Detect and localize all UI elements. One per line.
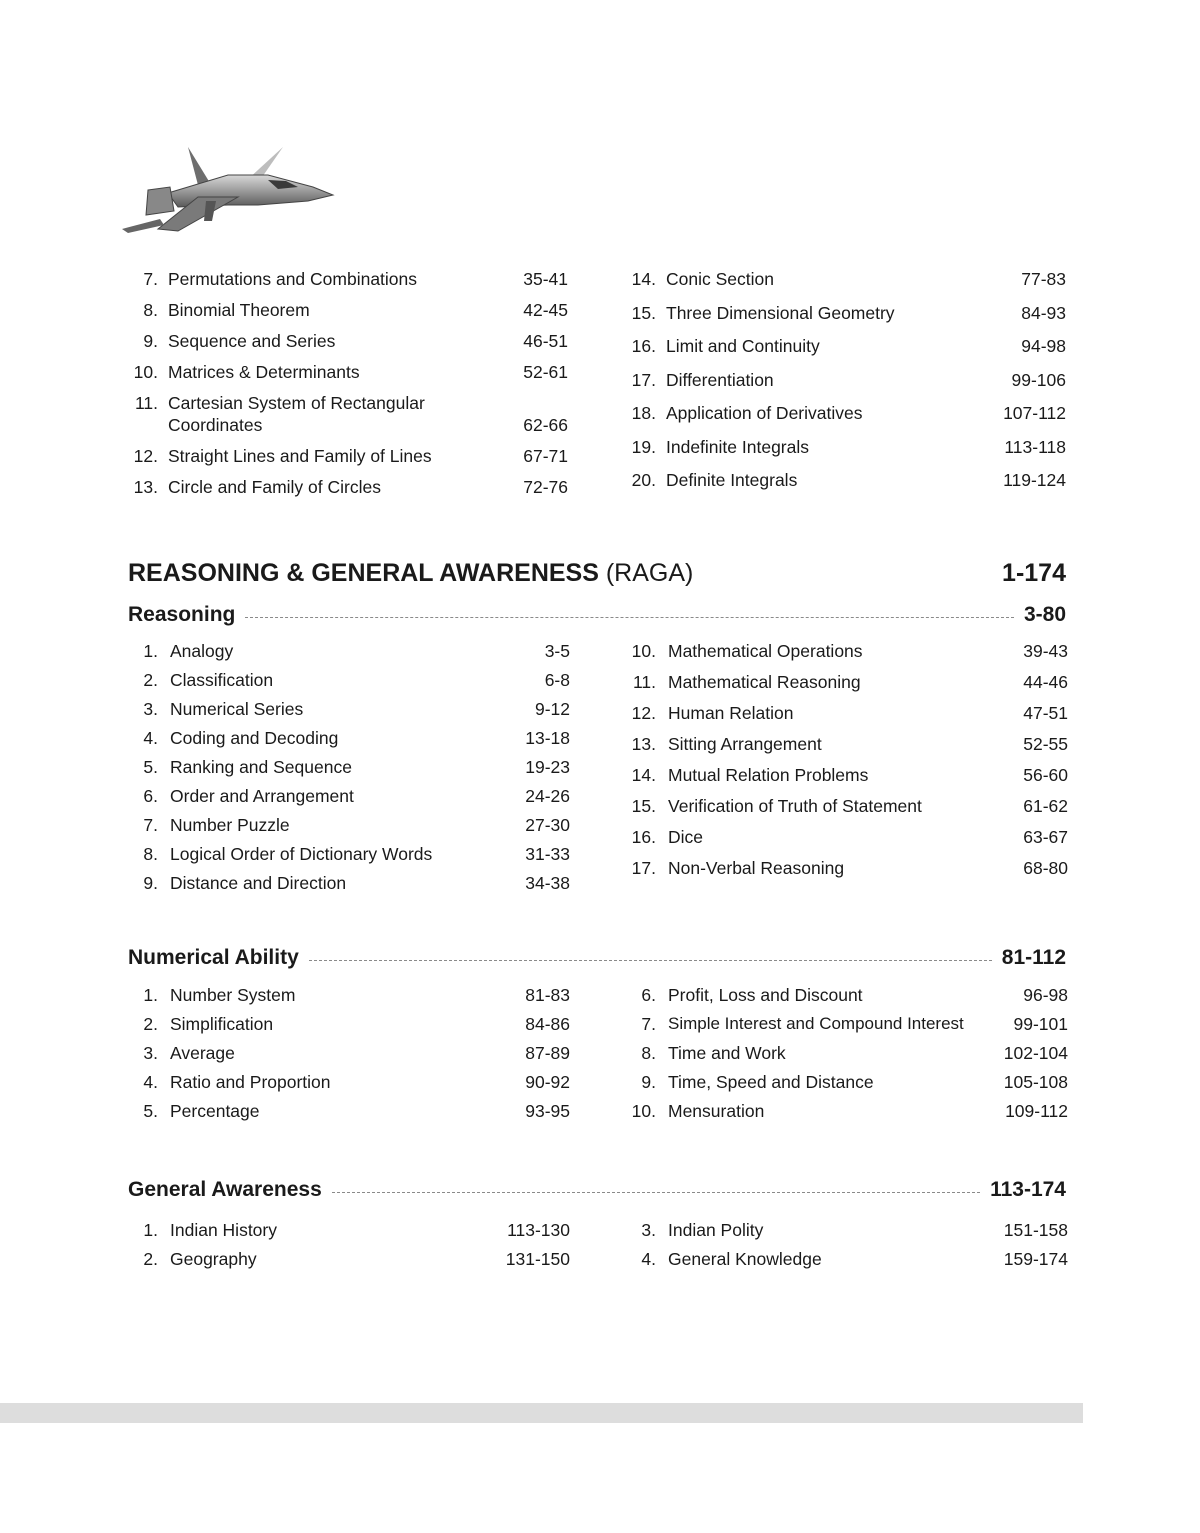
entry-pages: 151-158	[1003, 1220, 1068, 1240]
reasoning-title: Reasoning	[128, 603, 236, 626]
reasoning-page-range: 3-80	[1023, 603, 1066, 626]
entry-pages: 107-112	[1003, 403, 1066, 423]
toc-entry[interactable]	[128, 698, 570, 727]
entry-number: 3.	[143, 699, 158, 719]
entry-title: Definite Integrals	[666, 470, 798, 490]
toc-entry[interactable]	[128, 1100, 570, 1129]
entry-number: 19.	[631, 436, 656, 457]
entry-number: 14.	[631, 269, 656, 289]
toc-entry[interactable]	[626, 1013, 1068, 1042]
entry-title: Permutations and Combinations	[168, 269, 418, 289]
entry-title: Three Dimensional Geometry	[666, 302, 895, 323]
toc-entry[interactable]	[128, 872, 570, 901]
toc-entry[interactable]	[626, 302, 1066, 336]
entry-number: 16.	[631, 336, 656, 356]
entry-number: 11.	[632, 672, 656, 692]
entry-title-continued: Coordinates	[168, 415, 263, 435]
toc-entry[interactable]	[626, 335, 1066, 369]
entry-title: Limit and Continuity	[666, 336, 820, 356]
toc-entry[interactable]	[626, 369, 1066, 403]
entry-pages: 24-26	[525, 786, 570, 806]
entry-title: Ratio and Proportion	[170, 1072, 331, 1092]
entry-number: 8.	[641, 1043, 656, 1063]
entry-title: Matrices & Determinants	[168, 362, 360, 382]
entry-number: 7.	[641, 1014, 656, 1034]
entry-title: Sequence and Series	[168, 331, 336, 351]
entry-title: Indefinite Integrals	[666, 436, 810, 457]
entry-number: 11.	[134, 393, 158, 413]
math-left-column	[128, 268, 568, 507]
entry-number: 4.	[641, 1249, 656, 1269]
entry-number: 9.	[641, 1072, 656, 1092]
toc-entry[interactable]	[626, 640, 1068, 671]
entry-number: 7.	[143, 269, 158, 289]
entry-pages: 6-8	[544, 670, 570, 690]
entry-title: Time, Speed and Distance	[668, 1072, 874, 1092]
entry-title: Dice	[668, 827, 704, 847]
toc-entry[interactable]	[626, 1100, 1068, 1129]
page-footer-bar	[0, 1403, 1083, 1423]
entry-number: 10.	[133, 362, 158, 382]
entry-number: 13.	[133, 477, 158, 497]
entry-title: Indian History	[170, 1220, 277, 1240]
entry-number: 2.	[143, 1014, 158, 1034]
entry-title: Classification	[170, 670, 274, 690]
toc-entry[interactable]	[626, 436, 1066, 470]
entry-title: Time and Work	[668, 1043, 786, 1063]
entry-number: 5.	[143, 757, 158, 777]
entry-pages: 113-130	[507, 1220, 570, 1240]
entry-pages: 42-45	[523, 300, 568, 320]
entry-number: 6.	[143, 786, 158, 806]
leader-dots	[332, 1192, 980, 1193]
reasoning-heading[interactable]	[128, 600, 1066, 630]
entry-pages: 52-61	[523, 362, 568, 382]
entry-pages: 105-108	[1003, 1072, 1068, 1092]
entry-pages: 39-43	[1023, 641, 1068, 661]
entry-pages: 52-55	[1023, 734, 1068, 754]
entry-pages: 44-46	[1023, 672, 1068, 692]
reasoning-right-column	[626, 640, 1068, 888]
entry-title: Application of Derivatives	[666, 403, 863, 423]
entry-number: 20.	[631, 470, 656, 490]
general-right-column	[626, 1219, 1068, 1277]
entry-pages: 47-51	[1023, 703, 1068, 723]
toc-entry[interactable]	[128, 640, 570, 669]
entry-pages: 102-104	[1003, 1043, 1068, 1063]
entry-pages: 35-41	[523, 269, 568, 289]
entry-pages: 27-30	[525, 815, 570, 835]
toc-entry[interactable]	[128, 392, 568, 445]
entry-number: 15.	[631, 302, 656, 323]
entry-pages: 63-67	[1023, 827, 1068, 847]
entry-number: 16.	[631, 827, 656, 847]
entry-title: Average	[170, 1043, 235, 1063]
entry-number: 12.	[631, 703, 656, 723]
entry-title: Percentage	[170, 1101, 260, 1121]
entry-pages: 96-98	[1023, 985, 1068, 1005]
entry-title: Conic Section	[666, 269, 774, 289]
toc-entry[interactable]	[626, 402, 1066, 436]
entry-title: Number Puzzle	[170, 815, 290, 835]
toc-entry[interactable]	[128, 1219, 570, 1248]
entry-title: Cartesian System of Rectangular	[168, 393, 425, 413]
numerical-left-column	[128, 984, 570, 1129]
entry-pages: 3-5	[544, 641, 570, 661]
entry-number: 10.	[631, 1101, 656, 1121]
entry-number: 13.	[631, 734, 656, 754]
entry-number: 1.	[143, 641, 158, 661]
toc-entry[interactable]	[626, 857, 1068, 888]
toc-entry[interactable]	[626, 795, 1068, 826]
entry-title: Mathematical Reasoning	[668, 672, 861, 692]
toc-entry[interactable]	[128, 785, 570, 814]
toc-entry[interactable]	[626, 702, 1068, 733]
entry-number: 3.	[641, 1220, 656, 1240]
entry-title: Distance and Direction	[170, 873, 347, 893]
raga-abbreviation: (RAGA)	[605, 559, 694, 587]
entry-number: 4.	[143, 728, 158, 748]
toc-entry[interactable]	[128, 330, 568, 361]
entry-pages: 56-60	[1023, 765, 1068, 785]
raga-title: REASONING & GENERAL AWARENESS	[128, 559, 599, 587]
entry-pages: 84-93	[1021, 302, 1066, 323]
entry-title: Analogy	[170, 641, 234, 661]
entry-pages: 61-62	[1023, 796, 1068, 816]
toc-entry[interactable]	[128, 843, 570, 872]
entry-title: Mutual Relation Problems	[668, 765, 869, 785]
entry-title: Mensuration	[668, 1101, 765, 1121]
entry-title: Numerical Series	[170, 699, 304, 719]
toc-entry[interactable]	[128, 445, 568, 476]
entry-title: Geography	[170, 1249, 257, 1269]
toc-entry[interactable]	[128, 476, 568, 507]
entry-title: Indian Polity	[668, 1220, 764, 1240]
entry-number: 18.	[631, 403, 656, 423]
entry-number: 4.	[143, 1072, 158, 1092]
entry-pages: 31-33	[525, 844, 570, 864]
toc-entry[interactable]	[128, 984, 570, 1013]
general-awareness-heading[interactable]	[128, 1175, 1066, 1205]
toc-entry[interactable]	[128, 1013, 570, 1042]
raga-page-range: 1-174	[1002, 559, 1066, 587]
entry-pages: 67-71	[523, 446, 568, 466]
entry-number: 10.	[631, 641, 656, 661]
entry-pages: 13-18	[525, 728, 570, 748]
fighter-jet-illustration	[118, 135, 338, 235]
entry-number: 2.	[143, 1249, 158, 1269]
entry-title: Circle and Family of Circles	[168, 477, 381, 497]
toc-entry[interactable]	[128, 1071, 570, 1100]
toc-entry[interactable]	[626, 984, 1068, 1013]
entry-pages: 90-92	[525, 1072, 570, 1092]
entry-title: Verification of Truth of Statement	[668, 796, 922, 816]
toc-entry[interactable]	[128, 361, 568, 392]
entry-number: 8.	[143, 844, 158, 864]
entry-pages: 159-174	[1003, 1249, 1068, 1269]
entry-title: Ranking and Sequence	[170, 757, 352, 777]
entry-number: 8.	[143, 300, 158, 320]
entry-pages: 72-76	[523, 477, 568, 497]
toc-entry[interactable]	[128, 814, 570, 843]
toc-entry[interactable]	[626, 1248, 1068, 1277]
entry-pages: 84-86	[525, 1014, 570, 1034]
entry-title: Logical Order of Dictionary Words	[170, 844, 433, 864]
toc-entry[interactable]	[626, 469, 1066, 503]
general-awareness-title: General Awareness	[128, 1178, 322, 1201]
entry-pages: 99-106	[1011, 369, 1066, 390]
entry-pages: 19-23	[525, 757, 570, 777]
reasoning-left-column	[128, 640, 570, 901]
toc-entry[interactable]	[626, 1071, 1068, 1100]
numerical-right-column	[626, 984, 1068, 1129]
toc-entry[interactable]	[626, 764, 1068, 795]
toc-entry[interactable]	[128, 1042, 570, 1071]
general-awareness-page-range: 113-174	[990, 1178, 1066, 1201]
toc-entry[interactable]	[626, 268, 1066, 302]
toc-entry[interactable]	[626, 1042, 1068, 1071]
toc-entry[interactable]	[128, 299, 568, 330]
entry-title: Differentiation	[666, 369, 774, 390]
entry-title: Order and Arrangement	[170, 786, 354, 806]
numerical-ability-page-range: 81-112	[1001, 946, 1066, 969]
entry-pages: 94-98	[1021, 336, 1066, 356]
entry-pages: 77-83	[1021, 269, 1066, 289]
toc-entry[interactable]	[128, 727, 570, 756]
leader-dots	[245, 617, 1014, 618]
entry-pages: 99-101	[1013, 1014, 1068, 1034]
entry-pages: 113-118	[1004, 436, 1066, 457]
entry-pages: 68-80	[1023, 858, 1068, 878]
entry-number: 1.	[143, 985, 158, 1005]
entry-number: 5.	[143, 1101, 158, 1121]
entry-number: 17.	[631, 858, 656, 878]
entry-title: Mathematical Operations	[668, 641, 863, 661]
entry-pages: 93-95	[525, 1101, 570, 1121]
entry-number: 1.	[143, 1220, 158, 1240]
entry-number: 2.	[143, 670, 158, 690]
entry-number: 14.	[631, 765, 656, 785]
entry-number: 3.	[143, 1043, 158, 1063]
entry-title: Coding and Decoding	[170, 728, 339, 748]
raga-section-heading	[128, 556, 1066, 590]
entry-pages: 87-89	[525, 1043, 570, 1063]
entry-title: Human Relation	[668, 703, 794, 723]
toc-entry[interactable]	[128, 268, 568, 299]
entry-number: 9.	[143, 873, 158, 893]
numerical-ability-title: Numerical Ability	[128, 946, 299, 969]
entry-number: 6.	[641, 985, 656, 1005]
entry-number: 9.	[143, 331, 158, 351]
general-left-column	[128, 1219, 570, 1277]
toc-entry[interactable]	[128, 1248, 570, 1277]
entry-title: Simplification	[170, 1014, 274, 1034]
entry-pages: 34-38	[525, 873, 570, 893]
entry-pages: 9-12	[534, 699, 570, 719]
numerical-ability-heading[interactable]	[128, 943, 1066, 973]
toc-entry[interactable]	[626, 1219, 1068, 1248]
entry-title: Non-Verbal Reasoning	[668, 858, 845, 878]
entry-title: Simple Interest and Compound Interest	[668, 1014, 964, 1033]
math-right-column	[626, 268, 1066, 503]
toc-entry[interactable]	[626, 733, 1068, 764]
leader-dots	[309, 960, 992, 961]
entry-title: General Knowledge	[668, 1249, 822, 1269]
entry-pages: 81-83	[525, 985, 570, 1005]
entry-title: Number System	[170, 985, 296, 1005]
entry-number: 12.	[133, 446, 158, 466]
entry-pages: 46-51	[523, 331, 568, 351]
toc-entry[interactable]	[128, 669, 570, 698]
entry-number: 7.	[143, 815, 158, 835]
entry-title: Profit, Loss and Discount	[668, 985, 863, 1005]
entry-title: Sitting Arrangement	[668, 734, 822, 754]
entry-pages: 109-112	[1005, 1101, 1068, 1121]
toc-entry[interactable]	[626, 671, 1068, 702]
toc-entry[interactable]	[128, 756, 570, 785]
entry-title: Binomial Theorem	[168, 300, 310, 320]
entry-title: Straight Lines and Family of Lines	[168, 446, 432, 466]
toc-entry[interactable]	[626, 826, 1068, 857]
entry-number: 17.	[631, 369, 656, 390]
entry-number: 15.	[631, 796, 656, 816]
entry-pages: 131-150	[505, 1249, 570, 1269]
entry-pages: 62-66	[523, 415, 568, 435]
entry-pages: 119-124	[1003, 470, 1066, 490]
